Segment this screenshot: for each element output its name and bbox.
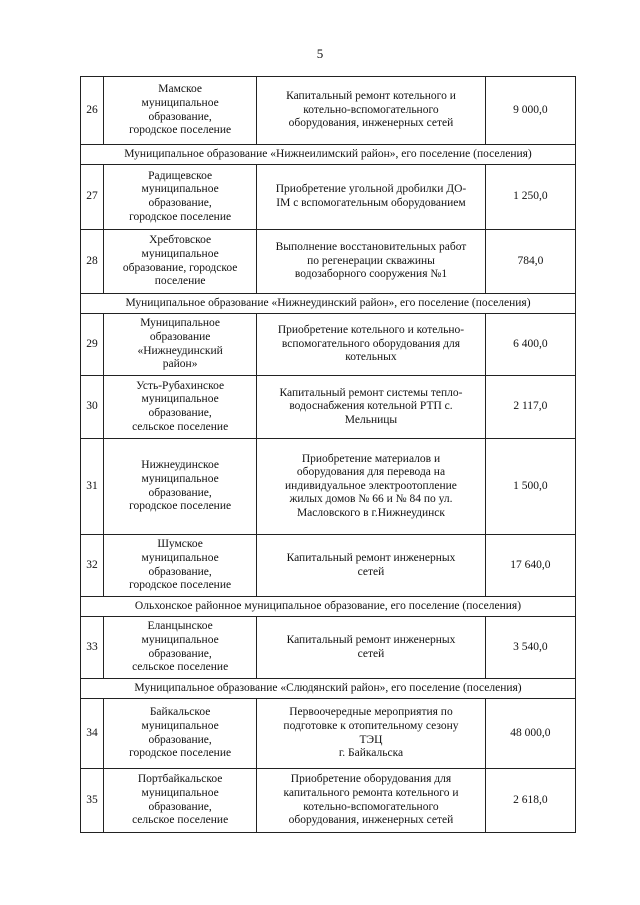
measure-cell: Приобретение материалов и оборудования для перевода на индивидуальное электроотопление жилых домов № 66 и № 84 по ул. Масловского в г.Нижнеудинск — [257, 439, 486, 535]
amount-cell: 48 000,0 — [485, 699, 575, 769]
municipality-cell: Шумское муниципальное образование, городское поселение — [104, 535, 257, 597]
group-header-row — [81, 294, 576, 314]
measure-cell: Капитальный ремонт системы тепло- водоснабжения котельной РТП с. Мельницы — [257, 376, 486, 439]
table-row — [81, 617, 576, 679]
municipality-cell: Еланцынское муниципальное образование, сельское поселение — [104, 617, 257, 679]
municipality-cell: Портбайкальское муниципальное образование, сельское поселение — [104, 769, 257, 833]
row-number: 34 — [81, 699, 104, 769]
measure-cell: Приобретение угольной дробилки ДО- IM с вспомогательным оборудованием — [257, 165, 486, 230]
group-header-row — [81, 597, 576, 617]
municipality-cell: Муниципальное образование «Нижнеудинский район» — [104, 314, 257, 376]
amount-cell: 1 500,0 — [485, 439, 575, 535]
municipality-cell: Байкальское муниципальное образование, городское поселение — [104, 699, 257, 769]
municipality-cell: Усть-Рубахинское муниципальное образование, сельское поселение — [104, 376, 257, 439]
group-header-row — [81, 679, 576, 699]
amount-cell: 2 618,0 — [485, 769, 575, 833]
group-header: Муниципальное образование «Слюдянский район», его поселение (поселения) — [81, 679, 576, 699]
measure-cell: Капитальный ремонт инженерных сетей — [257, 535, 486, 597]
table-row — [81, 699, 576, 769]
municipality-cell: Нижнеудинское муниципальное образование, городское поселение — [104, 439, 257, 535]
table-row — [81, 376, 576, 439]
amount-cell: 2 117,0 — [485, 376, 575, 439]
amount-cell: 17 640,0 — [485, 535, 575, 597]
amount-cell: 6 400,0 — [485, 314, 575, 376]
row-number: 29 — [81, 314, 104, 376]
table-row — [81, 769, 576, 833]
measure-cell: Капитальный ремонт инженерных сетей — [257, 617, 486, 679]
amount-cell: 3 540,0 — [485, 617, 575, 679]
page-number: 5 — [316, 46, 324, 61]
measure-cell: Выполнение восстановительных работ по регенерации скважины водозаборного сооружения №1 — [257, 230, 486, 294]
row-number: 31 — [81, 439, 104, 535]
amount-cell: 9 000,0 — [485, 77, 575, 145]
row-number: 33 — [81, 617, 104, 679]
row-number: 26 — [81, 77, 104, 145]
municipality-cell: Хребтовское муниципальное образование, городское поселение — [104, 230, 257, 294]
amount-cell: 1 250,0 — [485, 165, 575, 230]
row-number: 35 — [81, 769, 104, 833]
table-row — [81, 230, 576, 294]
measure-cell: Первоочередные мероприятия по подготовке к отопительному сезону ТЭЦ г. Байкальска — [257, 699, 486, 769]
table-row — [81, 314, 576, 376]
table-row — [81, 439, 576, 535]
row-number: 32 — [81, 535, 104, 597]
funding-table — [80, 76, 576, 833]
municipality-cell: Мамское муниципальное образование, городское поселение — [104, 77, 257, 145]
row-number: 30 — [81, 376, 104, 439]
measure-cell: Капитальный ремонт котельного и котельно-вспомогательного оборудования, инженерных сетей — [257, 77, 486, 145]
group-header: Муниципальное образование «Нижнеудинский район», его поселение (поселения) — [81, 294, 576, 314]
amount-cell: 784,0 — [485, 230, 575, 294]
municipality-cell: Радищевское муниципальное образование, городское поселение — [104, 165, 257, 230]
table-row — [81, 535, 576, 597]
group-header: Ольхонское районное муниципальное образование, его поселение (поселения) — [81, 597, 576, 617]
group-header: Муниципальное образование «Нижнеилимский район», его поселение (поселения) — [81, 145, 576, 165]
table-row — [81, 77, 576, 145]
group-header-row — [81, 145, 576, 165]
table-row — [81, 165, 576, 230]
measure-cell: Приобретение котельного и котельно- вспомогательного оборудования для котельных — [257, 314, 486, 376]
measure-cell: Приобретение оборудования для капитального ремонта котельного и котельно-вспомогательного оборудования, инженерных сетей — [257, 769, 486, 833]
row-number: 27 — [81, 165, 104, 230]
row-number: 28 — [81, 230, 104, 294]
